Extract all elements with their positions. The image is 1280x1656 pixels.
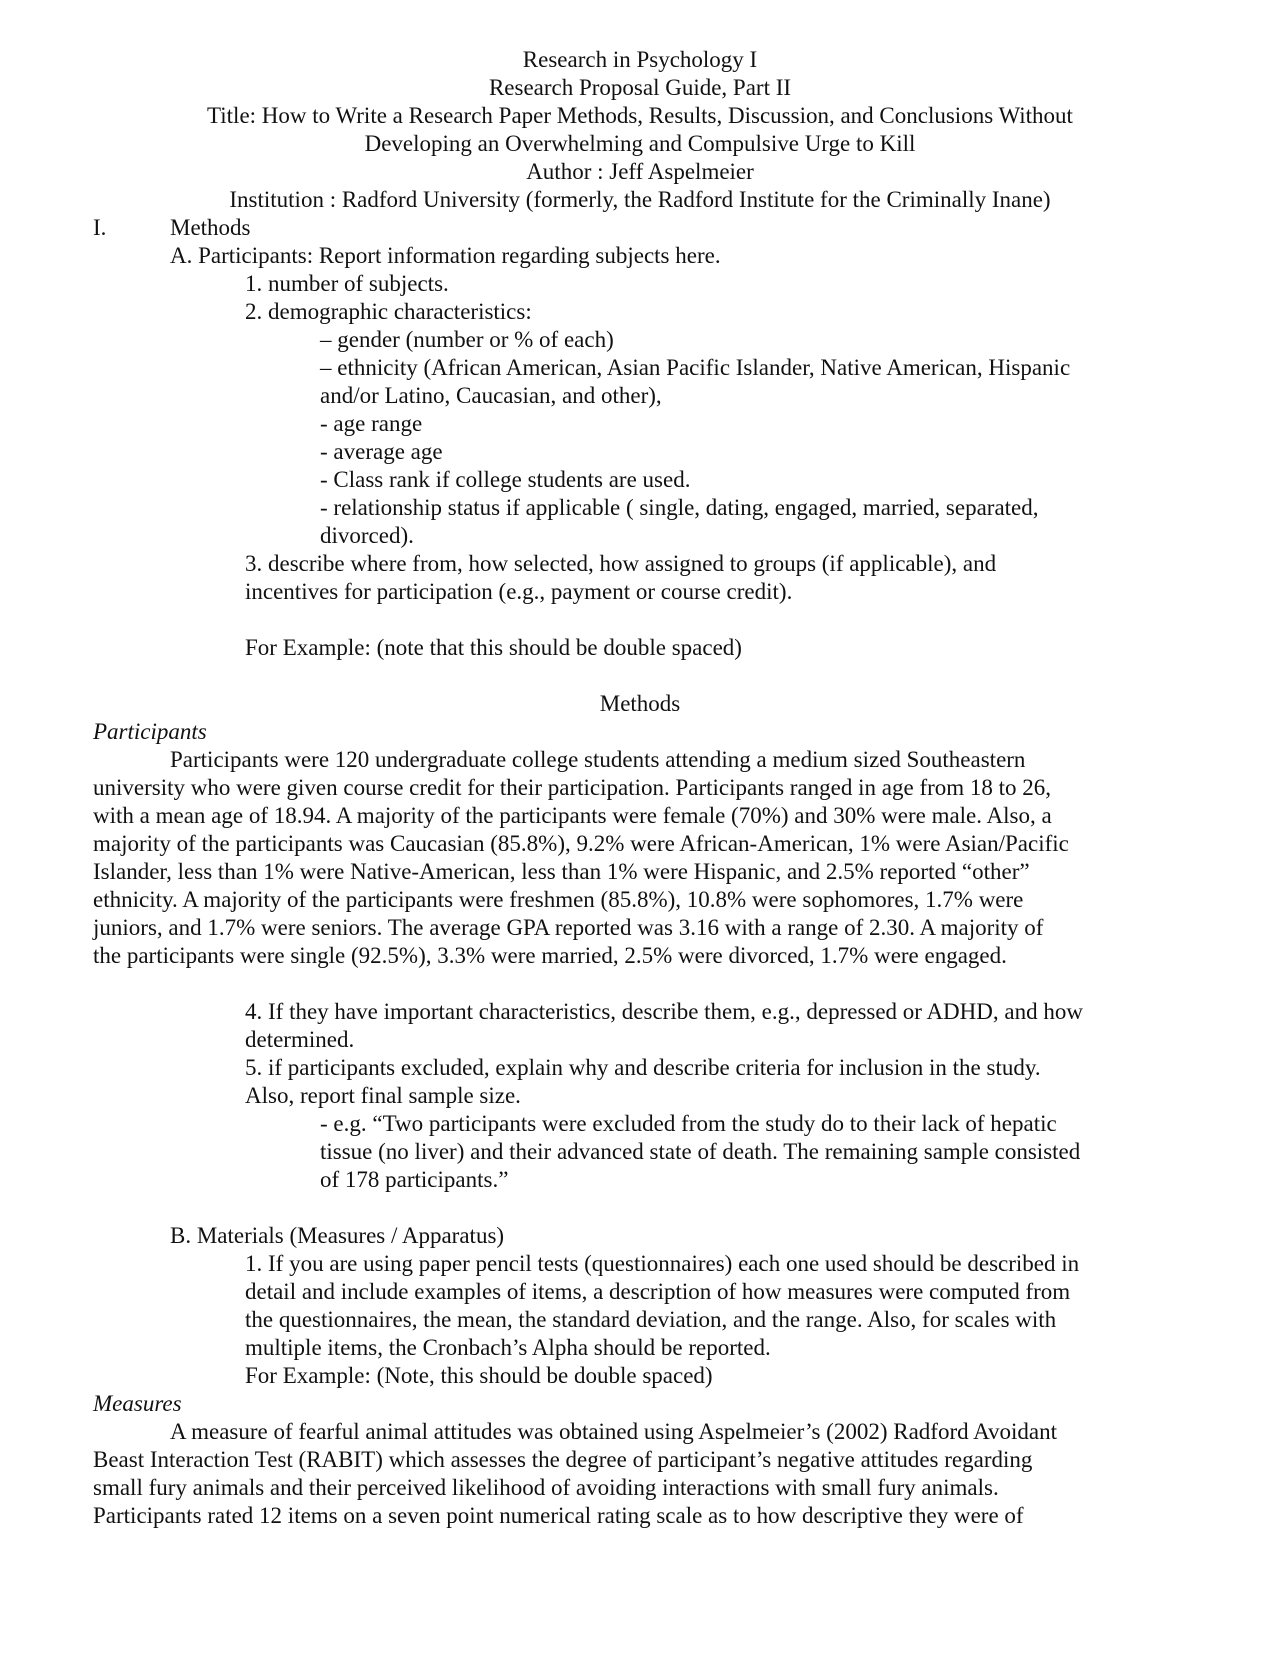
measures-paragraph-line: small fury animals and their perceived likelihood of avoiding interactions with small fury animals. xyxy=(93,1475,999,1500)
example-paragraph-line: majority of the participants was Caucasian (85.8%), 9.2% were African-American, 1% were Asian/Pacific xyxy=(93,831,1069,856)
example-paragraph-line: university who were given course credit for their participation. Participants ranged in age from 18 to 26, xyxy=(93,775,1052,800)
exclusion-example-cont: tissue (no liver) and their advanced state of death. The remaining sample consisted xyxy=(320,1139,1081,1164)
list-item-3-cont: incentives for participation (e.g., payment or course credit). xyxy=(245,579,793,604)
materials-item-line: the questionnaires, the mean, the standard deviation, and the range. Also, for scales with xyxy=(245,1307,1057,1332)
section-numeral: I. xyxy=(93,215,107,240)
participants-heading: A. Participants: Report information regarding subjects here. xyxy=(170,243,721,268)
list-item-4: 4. If they have important characteristics, describe them, e.g., depressed or ADHD, and how xyxy=(245,999,1083,1024)
materials-item-line: detail and include examples of items, a description of how measures were computed from xyxy=(245,1279,1071,1304)
demographic-age-range: - age range xyxy=(320,411,423,436)
list-item-2: 2. demographic characteristics: xyxy=(245,299,532,324)
demographic-relationship-cont: divorced). xyxy=(320,523,414,548)
materials-item-line: multiple items, the Cronbach’s Alpha should be reported. xyxy=(245,1335,771,1360)
section-heading: Methods xyxy=(170,215,251,240)
measures-paragraph-line: Participants rated 12 items on a seven point numerical rating scale as to how descriptive they were of xyxy=(93,1503,1024,1528)
guide-title: Research Proposal Guide, Part II xyxy=(488,75,792,100)
demographic-gender: – gender (number or % of each) xyxy=(320,327,614,352)
example-participants-subheading: Participants xyxy=(93,719,207,744)
demographic-class-rank: - Class rank if college students are used. xyxy=(320,467,691,492)
author-line: Author : Jeff Aspelmeier xyxy=(526,159,754,184)
example-measures-subheading: Measures xyxy=(93,1391,182,1416)
demographic-relationship: - relationship status if applicable ( single, dating, engaged, married, separated, xyxy=(320,495,1039,520)
exclusion-example-end: of 178 participants.” xyxy=(320,1167,509,1192)
measures-paragraph-line: Beast Interaction Test (RABIT) which assesses the degree of participant’s negative attitudes regarding xyxy=(93,1447,1033,1472)
materials-heading: B. Materials (Measures / Apparatus) xyxy=(170,1223,505,1248)
list-item-3: 3. describe where from, how selected, how assigned to groups (if applicable), and xyxy=(245,551,997,576)
example-paragraph-line: with a mean age of 18.94. A majority of the participants were female (70%) and 30% were male. Also, a xyxy=(93,803,1052,828)
demographic-average-age: - average age xyxy=(320,439,443,464)
example-paragraph-line: ethnicity. A majority of the participants were freshmen (85.8%), 10.8% were sophomores, 1.7% were xyxy=(93,887,1024,912)
paper-title-line-2: Developing an Overwhelming and Compulsive Urge to Kill xyxy=(364,131,916,156)
list-item-4-cont: determined. xyxy=(245,1027,355,1052)
demographic-ethnicity-cont: and/or Latino, Caucasian, and other), xyxy=(320,383,662,408)
example-paragraph-line: Participants were 120 undergraduate college students attending a medium sized Southeastern xyxy=(170,747,1026,772)
materials-item-line: 1. If you are using paper pencil tests (questionnaires) each one used should be described in xyxy=(245,1251,1080,1276)
example-methods-heading: Methods xyxy=(599,691,681,716)
example-paragraph-line: the participants were single (92.5%), 3.3% were married, 2.5% were divorced, 1.7% were engaged. xyxy=(93,943,1007,968)
list-item-5-cont: Also, report final sample size. xyxy=(245,1083,521,1108)
measures-paragraph-line: A measure of fearful animal attitudes was obtained using Aspelmeier’s (2002) Radford Avoidant xyxy=(170,1419,1057,1444)
course-title: Research in Psychology I xyxy=(522,47,758,72)
demographic-ethnicity: – ethnicity (African American, Asian Pacific Islander, Native American, Hispanic xyxy=(320,355,1071,380)
example-paragraph-line: juniors, and 1.7% were seniors. The average GPA reported was 3.16 with a range of 2.30. A majority of xyxy=(93,915,1044,940)
list-item-1: 1. number of subjects. xyxy=(245,271,449,296)
list-item-5: 5. if participants excluded, explain why and describe criteria for inclusion in the study. xyxy=(245,1055,1041,1080)
example-paragraph-line: Islander, less than 1% were Native-American, less than 1% were Hispanic, and 2.5% reported “other” xyxy=(93,859,1030,884)
paper-title-line-1: Title: How to Write a Research Paper Methods, Results, Discussion, and Conclusions Without xyxy=(207,103,1073,128)
example-note: For Example: (note that this should be double spaced) xyxy=(245,635,742,660)
institution-line: Institution : Radford University (formerly, the Radford Institute for the Criminally Inane) xyxy=(229,187,1051,212)
materials-example-note: For Example: (Note, this should be double spaced) xyxy=(245,1363,713,1388)
exclusion-example: - e.g. “Two participants were excluded from the study do to their lack of hepatic xyxy=(320,1111,1057,1136)
